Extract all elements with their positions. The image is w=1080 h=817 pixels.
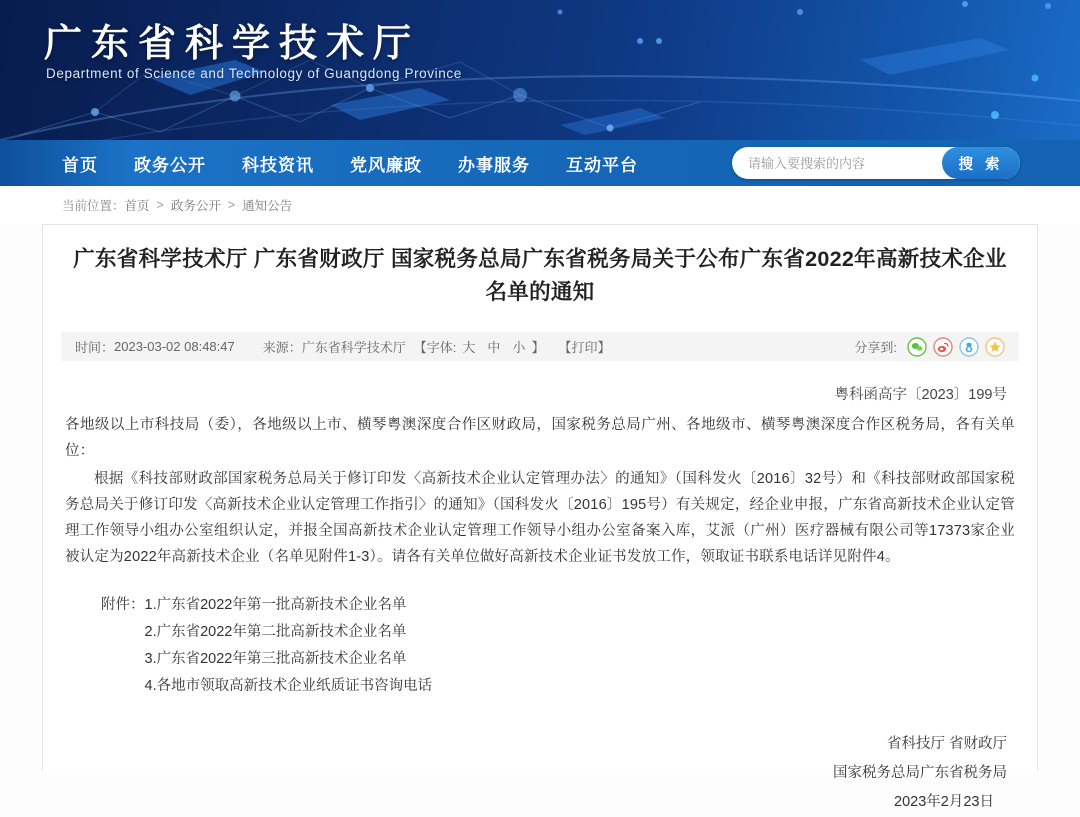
font-size-label: 【字体:: [413, 340, 457, 355]
article-paragraph-recipients: 各地级以上市科技局（委），各地级以上市、横琴粤澳深度合作区财政局，国家税务总局广州、各地级市、横琴粤澳深度合作区税务局，各有关单位：: [65, 417, 1015, 459]
nav-item-home[interactable]: 首页: [62, 155, 98, 175]
attachment-link-3[interactable]: 3.广东省2022年第三批高新技术企业名单: [144, 651, 407, 667]
article-paragraph-body: 根据《科技部财政部国家税务总局关于修订印发〈高新技术企业认定管理办法〉的通知》（国科发火〔2016〕32号）和《科技部财政部国家税务总局关于修订印发〈高新技术企业认定管理工作指引〉的通知》（国科发火〔2016〕195号）有关规定，经企业申报，广东省高新技术企业认定管理工作领导小组办公室组织认定，并报全国高新技术企业认定管理工作领导小组办公室备案入库，艾派（广州）医疗器械有限公司等17373家企业被认定为2022年高新技术企业（名单见附件1-3）。请各有关单位做好高新技术企业证书发放工作，领取证书联系电话详见附件4。: [65, 471, 1015, 565]
search-input[interactable]: [732, 147, 942, 179]
print-button[interactable]: 【打印】: [558, 340, 611, 355]
attachment-link-2[interactable]: 2.广东省2022年第二批高新技术企业名单: [144, 624, 407, 640]
font-size-small-button[interactable]: 小: [512, 340, 526, 355]
site-subtitle: Department of Science and Technology of Guangdong Province: [46, 66, 462, 81]
search-button[interactable]: 搜 索: [942, 147, 1020, 179]
site-header: [0, 0, 1080, 140]
attachment-link-4[interactable]: 4.各地市领取高新技术企业纸质证书咨询电话: [144, 678, 433, 694]
article-card: [42, 224, 1038, 810]
nav-items: [0, 151, 638, 176]
qq-share-icon[interactable]: [959, 337, 979, 357]
attachment-link-1[interactable]: 1.广东省2022年第一批高新技术企业名单: [144, 597, 407, 613]
breadcrumb-gov-info[interactable]: 政务公开: [170, 199, 221, 213]
breadcrumb-separator: >: [156, 198, 164, 212]
article-meta-bar: [61, 332, 1019, 361]
publish-time: 2023-03-02 08:48:47: [114, 339, 235, 354]
font-size-medium-button[interactable]: 中: [487, 340, 501, 355]
source-value: 广东省科学技术厅: [301, 340, 406, 355]
share-area: [854, 337, 1005, 357]
nav-item-tech-news[interactable]: 科技资讯: [242, 155, 314, 175]
attachments-block: [101, 592, 1037, 700]
time-label: 时间：: [75, 340, 115, 355]
search-bar: [732, 147, 1020, 179]
breadcrumb-notices[interactable]: 通知公告: [242, 199, 293, 213]
nav-item-interaction[interactable]: 互动平台: [566, 155, 638, 175]
nav-item-services[interactable]: 办事服务: [458, 155, 530, 175]
attachments-label: 附件：: [101, 597, 145, 613]
signature-agencies-line2: 国家税务总局广东省税务局: [833, 765, 1007, 781]
attachments-list: [145, 592, 433, 700]
signature-date: 2023年2月23日: [894, 794, 994, 810]
nav-item-party-conduct[interactable]: 党风廉政: [350, 155, 422, 175]
article-title: 广东省科学技术厅 广东省财政厅 国家税务总局广东省税务局关于公布广东省2022年高新技术企业名单的通知: [73, 247, 1007, 304]
breadcrumb-separator: >: [227, 198, 236, 212]
signature-block: [43, 730, 1007, 817]
site-title: 广东省科学技术厅: [44, 23, 421, 65]
breadcrumb: [0, 186, 1080, 224]
signature-agencies-line1: 省科技厅 省财政厅: [886, 736, 1007, 752]
weibo-share-icon[interactable]: [933, 337, 953, 357]
font-size-large-button[interactable]: 大: [462, 340, 476, 355]
qzone-share-icon[interactable]: [985, 337, 1005, 357]
font-size-label-close: 】: [531, 340, 545, 355]
nav-item-gov-info[interactable]: 政务公开: [134, 155, 206, 175]
wechat-share-icon[interactable]: [907, 337, 927, 357]
breadcrumb-home[interactable]: 首页: [124, 199, 150, 213]
share-label: 分享到:: [854, 340, 897, 355]
document-number: 粤科函高字〔2023〕199号: [834, 387, 1007, 403]
main-navbar: [0, 140, 1080, 186]
source-label: 来源：: [262, 340, 302, 355]
breadcrumb-label: 当前位置：: [62, 199, 125, 213]
